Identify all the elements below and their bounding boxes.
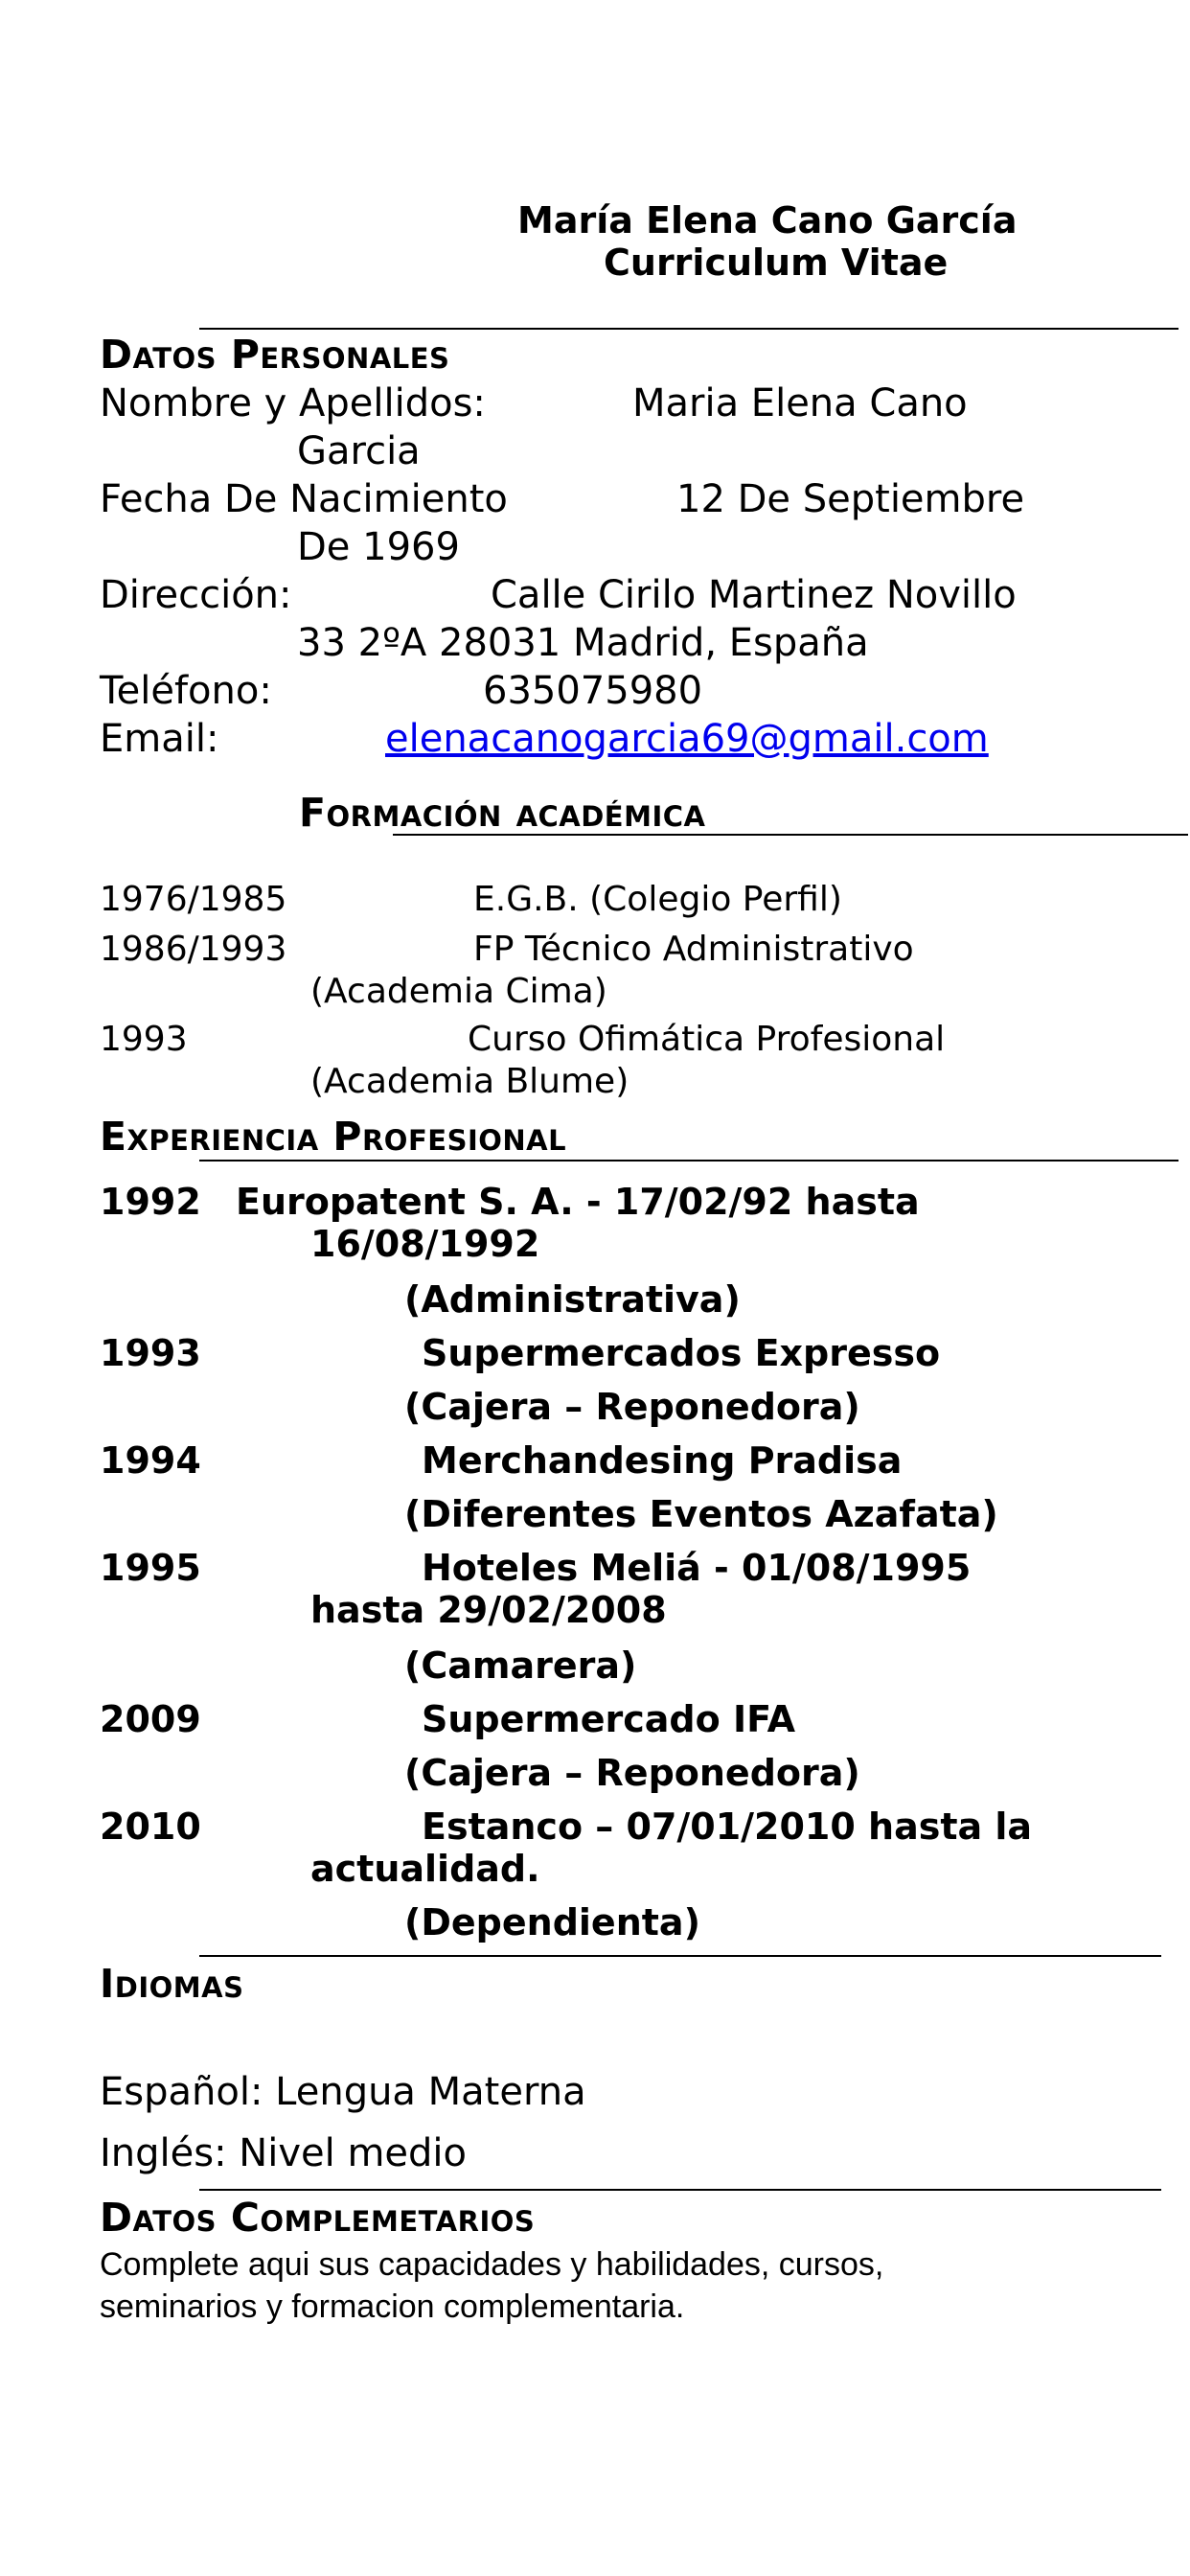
education-item-2-cont: (Academia Cima) <box>310 972 607 1011</box>
education-year-2: 1986/1993 <box>100 930 287 969</box>
experience-year-4: 1995 <box>100 1547 201 1589</box>
education-item-1: E.G.B. (Colegio Perfil) <box>473 880 842 919</box>
section-title-experience: Experiencia Profesional <box>100 1114 567 1160</box>
experience-year-2: 1993 <box>100 1332 201 1374</box>
education-item-3: Curso Ofimática Profesional <box>468 1020 946 1059</box>
experience-year-1: 1992 <box>100 1181 201 1223</box>
address-label: Dirección: <box>100 573 292 617</box>
experience-role-2: (Cajera – Reponedora) <box>404 1386 860 1428</box>
email-link[interactable]: elenacanogarcia69@gmail.com <box>385 717 989 761</box>
education-divider <box>393 834 1188 836</box>
section-title-complementary: Datos Complemetarios <box>100 2195 536 2241</box>
education-item-2: FP Técnico Administrativo <box>473 930 914 969</box>
experience-company-4: Hoteles Meliá - 01/08/1995 <box>422 1547 972 1589</box>
experience-role-1: (Administrativa) <box>404 1278 741 1321</box>
experience-company-6: Estanco – 07/01/2010 hasta la <box>422 1806 1033 1848</box>
education-year-3: 1993 <box>100 1020 188 1059</box>
cv-subtitle: Curriculum Vitae <box>604 242 949 284</box>
complementary-text-line-1: Complete aqui sus capacidades y habilidades, cursos, <box>100 2246 884 2283</box>
section-title-education: Formación académica <box>299 790 706 836</box>
experience-company-2: Supermercados Expresso <box>422 1332 941 1374</box>
language-item-2: Inglés: Nivel medio <box>100 2131 467 2175</box>
experience-end-divider <box>199 1955 1161 1957</box>
experience-year-5: 2009 <box>100 1698 201 1740</box>
name-label: Nombre y Apellidos: <box>100 381 486 426</box>
cv-owner-name: María Elena Cano García <box>517 199 1018 242</box>
address-value: Calle Cirilo Martinez Novillo <box>491 573 1017 617</box>
birth-value-cont: De 1969 <box>297 525 460 569</box>
birth-value: 12 De Septiembre <box>676 477 1025 521</box>
birth-label: Fecha De Nacimiento <box>100 477 508 521</box>
experience-divider <box>199 1160 1179 1162</box>
education-item-3-cont: (Academia Blume) <box>310 1062 629 1101</box>
experience-company-4-cont: hasta 29/02/2008 <box>310 1589 667 1631</box>
section-title-personal: Datos Personales <box>100 332 450 378</box>
experience-company-3: Merchandesing Pradisa <box>422 1439 903 1482</box>
header-divider <box>199 328 1179 330</box>
experience-role-5: (Cajera – Reponedora) <box>404 1752 860 1794</box>
address-value-cont: 33 2ºA 28031 Madrid, España <box>297 621 869 665</box>
language-item-1: Español: Lengua Materna <box>100 2070 586 2114</box>
name-value: Maria Elena Cano <box>632 381 968 426</box>
experience-role-4: (Camarera) <box>404 1644 637 1687</box>
experience-company-6-cont: actualidad. <box>310 1848 540 1890</box>
experience-year-6: 2010 <box>100 1806 201 1848</box>
phone-value: 635075980 <box>483 669 703 713</box>
education-year-1: 1976/1985 <box>100 880 287 919</box>
experience-company-1-cont: 16/08/1992 <box>310 1223 540 1265</box>
email-label: Email: <box>100 717 219 761</box>
experience-role-6: (Dependienta) <box>404 1901 700 1944</box>
phone-label: Teléfono: <box>100 669 272 713</box>
experience-company-5: Supermercado IFA <box>422 1698 796 1740</box>
experience-company-1: Europatent S. A. - 17/02/92 hasta <box>236 1181 920 1223</box>
languages-divider <box>199 2189 1161 2191</box>
name-value-cont: Garcia <box>297 429 421 473</box>
experience-year-3: 1994 <box>100 1439 201 1482</box>
complementary-text-line-2: seminarios y formacion complementaria. <box>100 2288 685 2325</box>
section-title-languages: Idiomas <box>100 1961 244 2007</box>
experience-role-3: (Diferentes Eventos Azafata) <box>404 1493 998 1535</box>
